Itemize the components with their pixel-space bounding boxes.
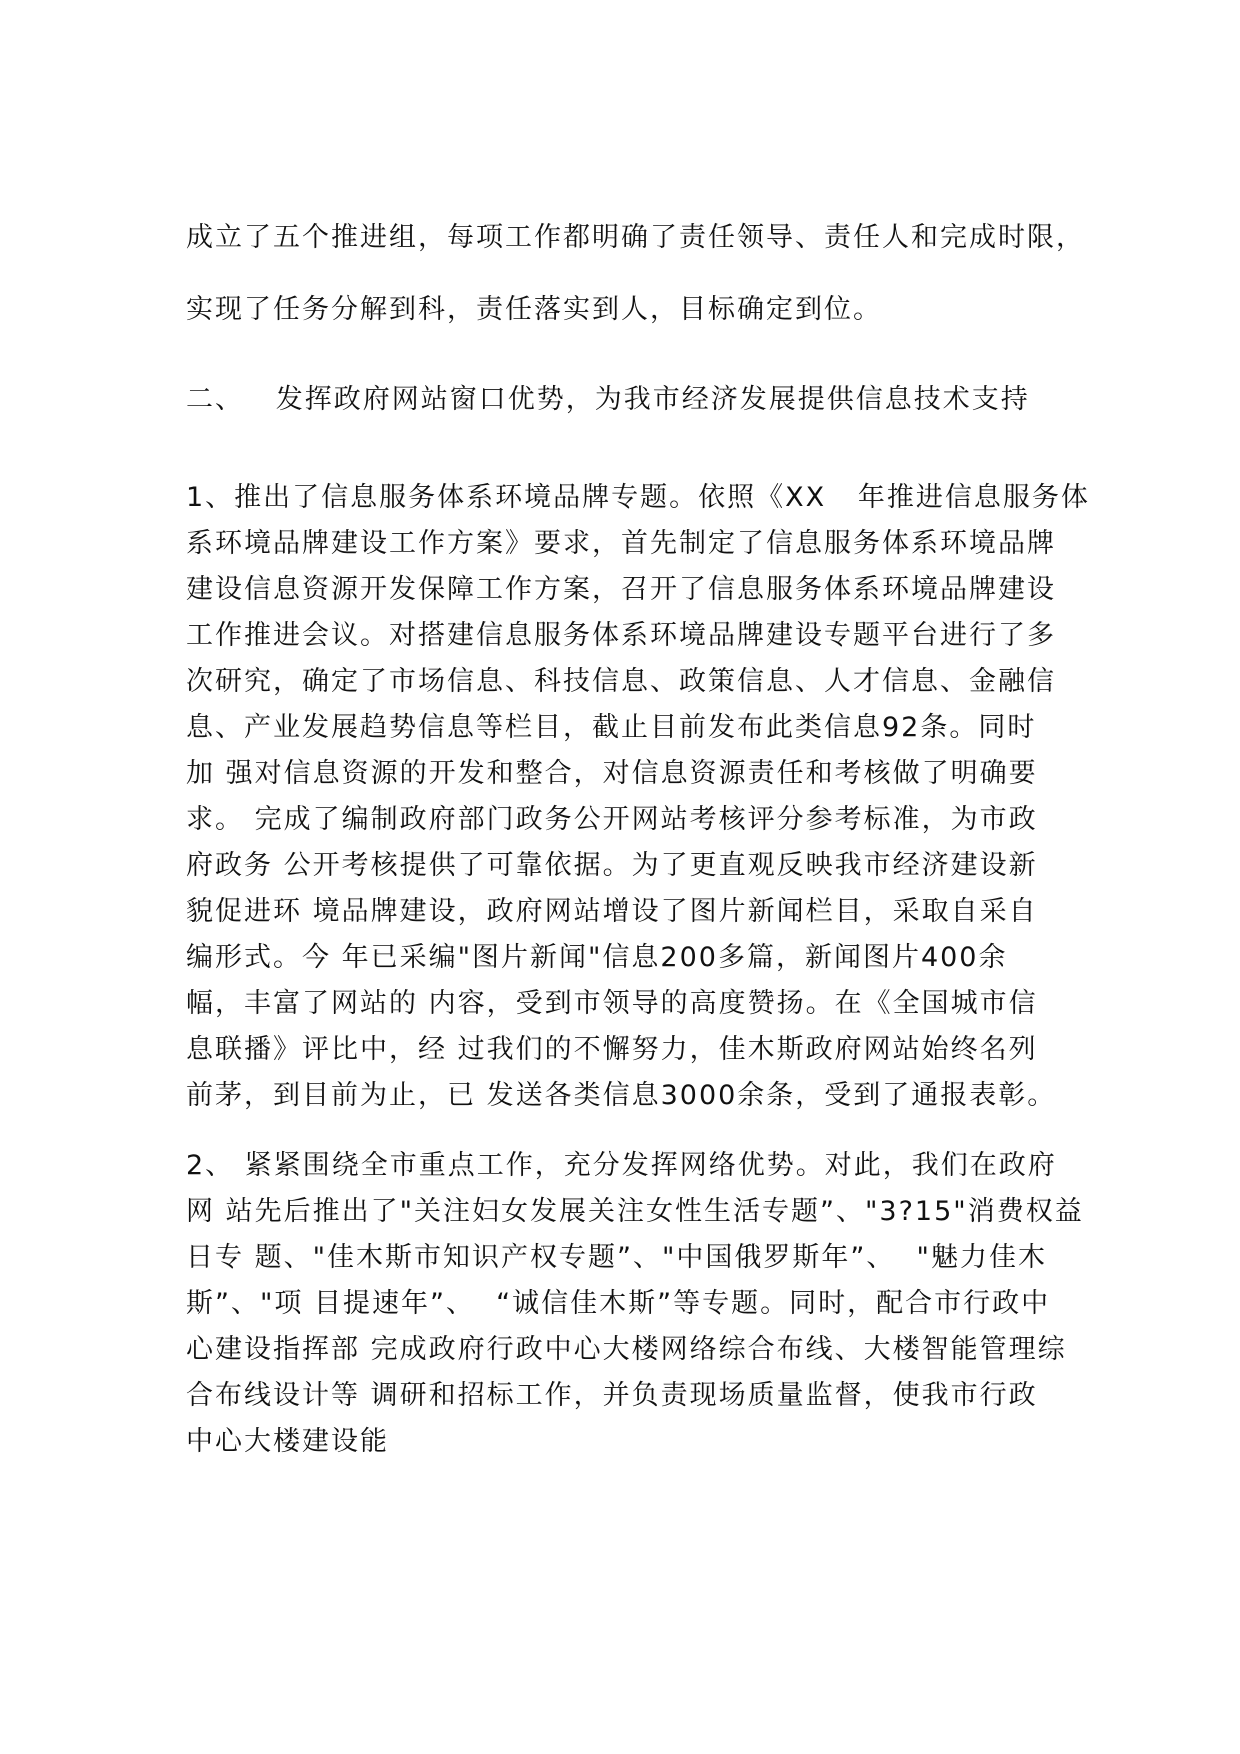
item1-line: 工作推进会议。对搭建信息服务体系环境品牌建设专题平台进行了多 (186, 620, 1056, 651)
item1-line: 息、产业发展趋势信息等栏目，截止目前发布此类信息92条。同时 (186, 712, 1037, 743)
item1-line: 次研究，确定了市场信息、科技信息、政策信息、人才信息、金融信 (186, 666, 1056, 697)
section-heading: 二、 发挥政府网站窗口优势，为我市经济发展提供信息技术支持 (186, 384, 1030, 415)
item1-line: 府政务 公开考核提供了可靠依据。为了更直观反映我市经济建设新 (186, 850, 1038, 881)
item2-line: 合布线设计等 调研和招标工作，并负责现场质量监督，使我市行政 (186, 1380, 1038, 1411)
item1-line: 幅，丰富了网站的 内容，受到市领导的高度赞扬。在《全国城市信 (186, 988, 1038, 1019)
item1-line: 编形式。今 年已采编"图片新闻"信息200多篇，新闻图片400余 (186, 942, 1008, 973)
item2-line: 斯”、"项 目提速年”、 “诚信佳木斯”等专题。同时，配合市行政中 (186, 1288, 1051, 1319)
item1-line: 1、推出了信息服务体系环境品牌专题。依照《XX 年推进信息服务体 (186, 482, 1090, 513)
intro-line: 成立了五个推进组，每项工作都明确了责任领导、责任人和完成时限， (186, 222, 1085, 253)
item1-line: 建设信息资源开发保障工作方案，召开了信息服务体系环境品牌建设 (186, 574, 1056, 605)
item1-line: 前茅，到目前为止，已 发送各类信息3000余条，受到了通报表彰。 (186, 1080, 1057, 1111)
item1-line: 系环境品牌建设工作方案》要求，首先制定了信息服务体系环境品牌 (186, 528, 1056, 559)
item2-line: 2、 紧紧围绕全市重点工作，充分发挥网络优势。对此，我们在政府 (186, 1150, 1057, 1181)
item1-line: 息联播》评比中，经 过我们的不懈努力，佳木斯政府网站始终名列 (186, 1034, 1038, 1065)
item2-line: 心建设指挥部 完成政府行政中心大楼网络综合布线、大楼智能管理综 (186, 1334, 1067, 1365)
item2-line: 网 站先后推出了"关注妇女发展关注女性生活专题”、"3?15"消费权益 (186, 1196, 1084, 1227)
item2-line: 日专 题、"佳木斯市知识产权专题”、"中国俄罗斯年”、 "魅力佳木 (186, 1242, 1047, 1273)
item1-line: 求。 完成了编制政府部门政务公开网站考核评分参考标准，为市政 (186, 804, 1038, 835)
item1-line: 加 强对信息资源的开发和整合，对信息资源责任和考核做了明确要 (186, 758, 1038, 789)
item2-line: 中心大楼建设能 (186, 1426, 389, 1457)
intro-line: 实现了任务分解到科，责任落实到人，目标确定到位。 (186, 294, 882, 325)
item1-line: 貌促进环 境品牌建设，政府网站增设了图片新闻栏目，采取自采自 (186, 896, 1038, 927)
